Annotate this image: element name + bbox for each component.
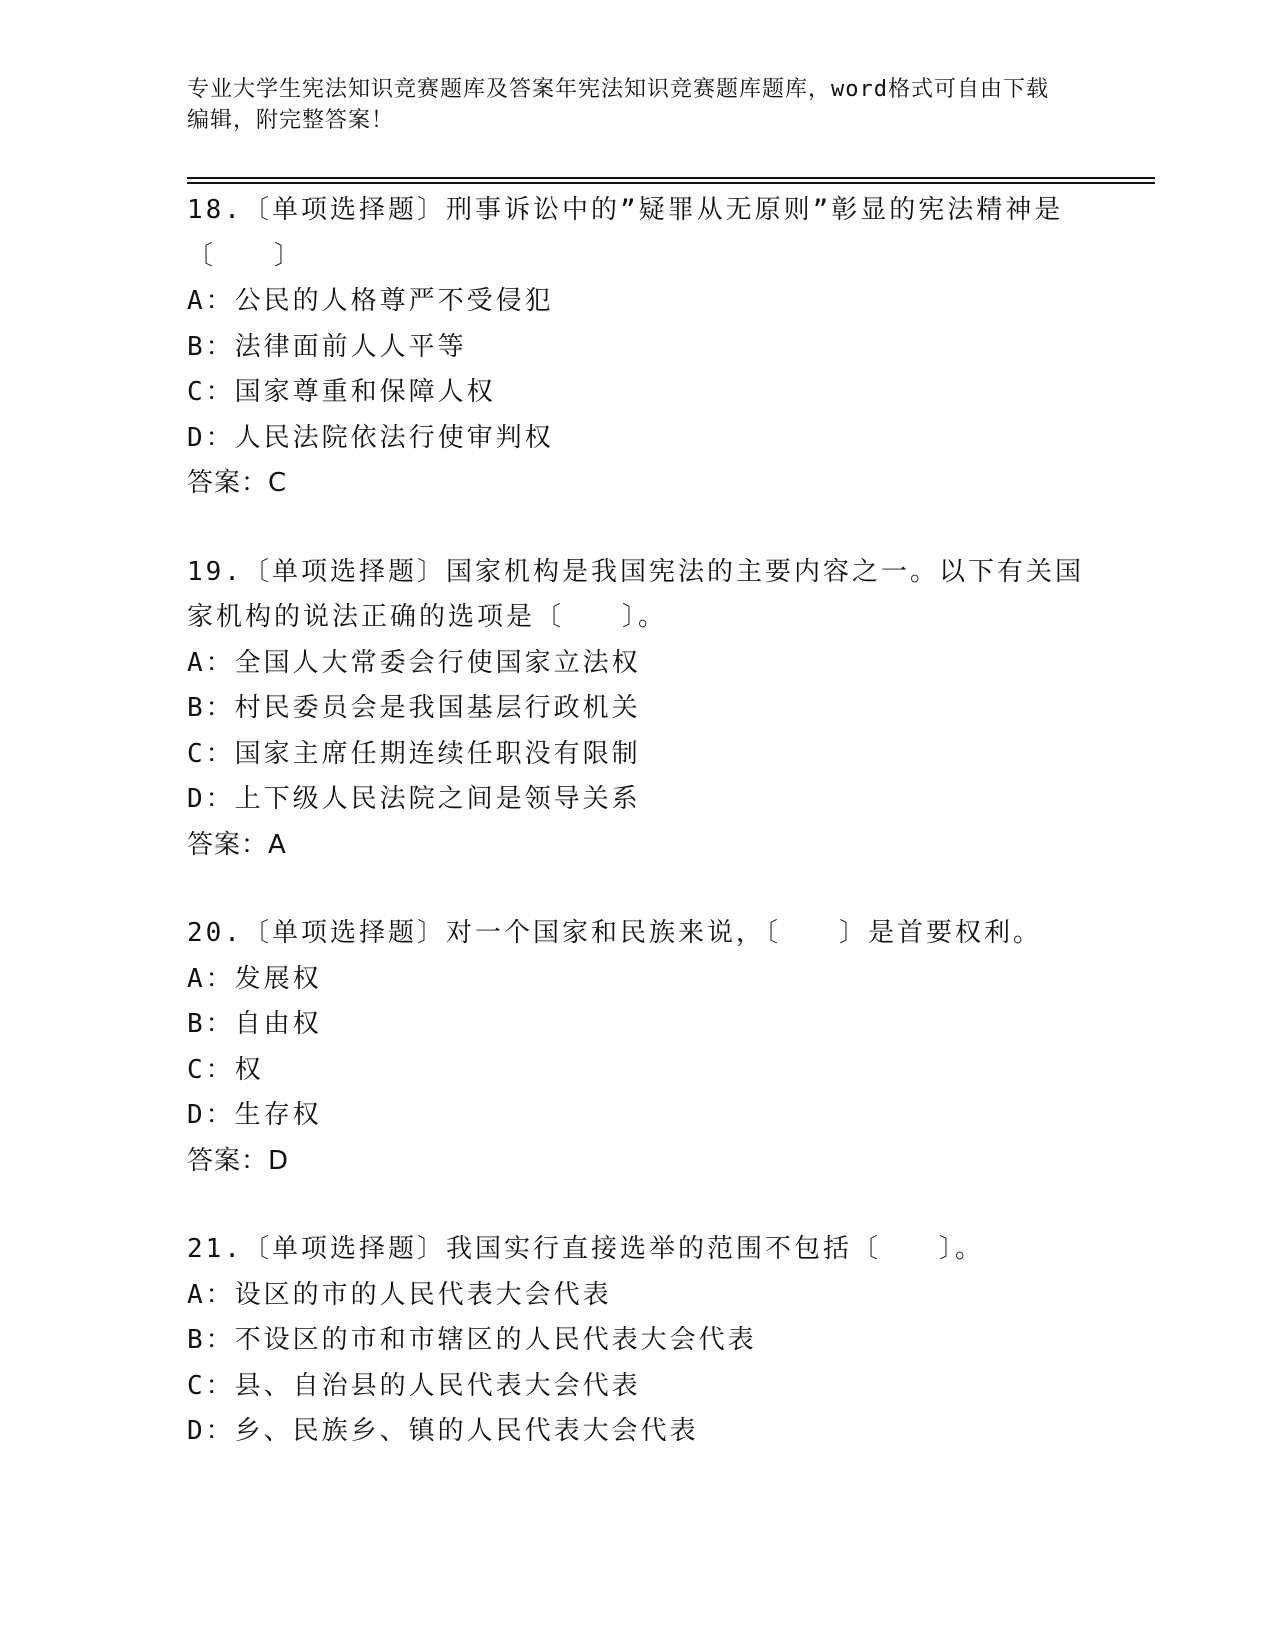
option-d: D：乡、民族乡、镇的人民代表大会代表	[187, 1416, 699, 1446]
header-divider-top	[187, 177, 1155, 179]
option-c: C：国家主席任期连续任职没有限制	[187, 738, 641, 769]
answer: 答案：A	[187, 829, 287, 860]
option-d: D：上下级人民法院之间是领导关系	[187, 784, 641, 814]
document-header: 专业大学生宪法知识竞赛题库及答案年宪法知识竞赛题库题库，word格式可自由下载编辑，附完整答案！	[187, 77, 1049, 133]
question-21	[187, 1227, 1087, 1455]
question-stem: 20.〔单项选择题〕对一个国家和民族来说，〔 〕是首要权利。	[187, 918, 1042, 948]
question-20	[187, 911, 1087, 1184]
option-d: D：生存权	[187, 1100, 322, 1130]
option-list	[187, 641, 1087, 823]
option-b: B：自由权	[187, 1009, 322, 1039]
question-list	[187, 188, 1087, 1498]
option-a: A：设区的市的人民代表大会代表	[187, 1279, 612, 1310]
option-list	[187, 279, 1087, 461]
question-19	[187, 550, 1087, 869]
answer: 答案：C	[187, 468, 288, 498]
question-stem: 19.〔单项选择题〕国家机构是我国宪法的主要内容之一。以下有关国家机构的说法正确的选项是〔 〕。	[187, 556, 1084, 632]
option-a: A：全国人大常委会行使国家立法权	[187, 647, 641, 678]
option-a: A：公民的人格尊严不受侵犯	[187, 286, 554, 316]
option-list	[187, 957, 1087, 1139]
option-list	[187, 1273, 1087, 1455]
answer: 答案：D	[187, 1145, 290, 1176]
option-c: C：国家尊重和保障人权	[187, 377, 496, 407]
question-stem: 18.〔单项选择题〕刑事诉讼中的”疑罪从无原则”彰显的宪法精神是〔 〕	[187, 195, 1064, 271]
option-c: C：县、自治县的人民代表大会代表	[187, 1370, 641, 1401]
option-b: B：法律面前人人平等	[187, 331, 467, 362]
option-b: B：村民委员会是我国基层行政机关	[187, 693, 641, 723]
question-stem: 21.〔单项选择题〕我国实行直接选举的范围不包括〔 〕。	[187, 1234, 984, 1264]
header-divider-bottom	[187, 182, 1155, 184]
option-d: D：人民法院依法行使审判权	[187, 422, 554, 453]
option-b: B：不设区的市和市辖区的人民代表大会代表	[187, 1325, 757, 1355]
question-18	[187, 188, 1087, 507]
option-a: A：发展权	[187, 963, 322, 994]
option-c: C：权	[187, 1054, 264, 1085]
